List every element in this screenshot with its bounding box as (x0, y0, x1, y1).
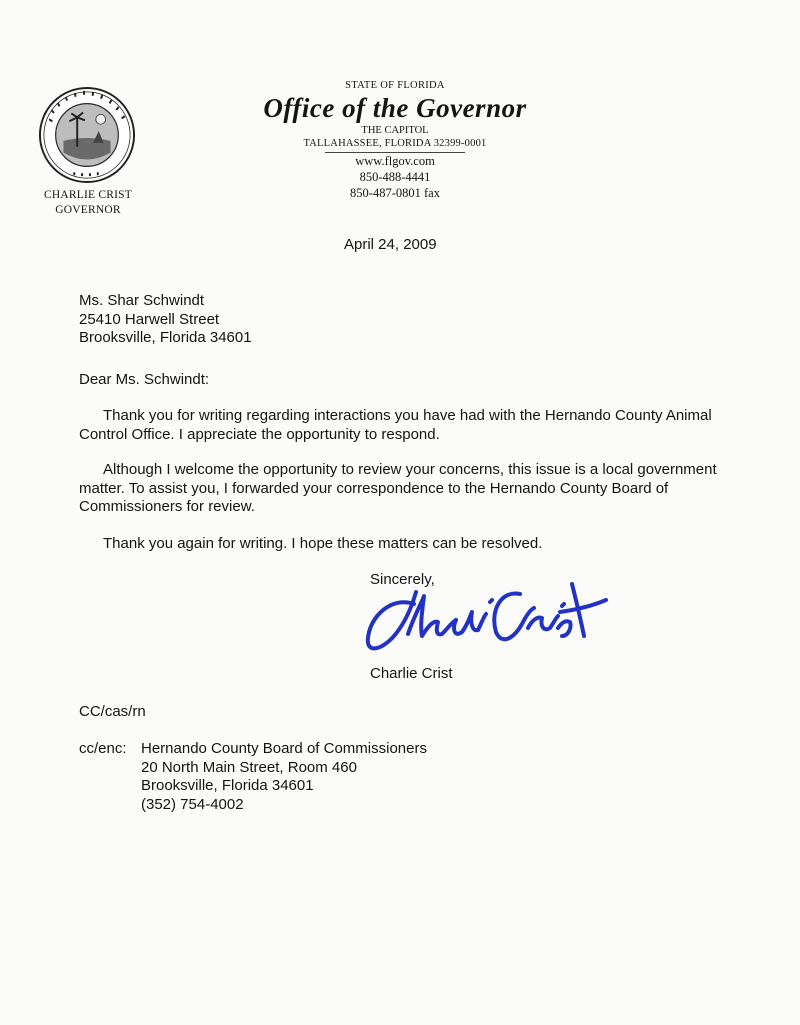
enclosure-phone: (352) 754-4002 (141, 795, 244, 813)
letterhead-website: www.flgov.com (355, 154, 435, 168)
paragraph-1: Thank you for writing regarding interactions you have had with the Hernando County Animal Control Office. I appreciate the opportunity to respond. (79, 407, 712, 443)
handwritten-signature (362, 576, 612, 666)
governor-title: GOVERNOR (55, 204, 121, 216)
letterhead-building: THE CAPITOL (361, 125, 429, 136)
letter-date: April 24, 2009 (344, 236, 437, 253)
salutation: Dear Ms. Schwindt: (79, 371, 210, 388)
letterhead-phone: 850-488-4441 (359, 170, 431, 184)
enclosure-org: Hernando County Board of Commissioners (141, 740, 427, 757)
state-seal-icon (38, 86, 136, 184)
enclosure-block (79, 740, 427, 814)
recipient-city: Brooksville, Florida 34601 (79, 329, 252, 346)
closing: Sincerely, (370, 571, 435, 588)
recipient-street: 25410 Harwell Street (79, 310, 220, 328)
governor-block (18, 188, 158, 218)
cc-line: CC/cas/rn (79, 703, 146, 720)
letterhead-state: STATE OF FLORIDA (345, 80, 445, 91)
recipient-address (79, 292, 252, 348)
paragraph-3: Thank you again for writing. I hope these matters can be resolved. (103, 535, 543, 552)
letterhead (250, 80, 540, 201)
enclosure-label: cc/enc: (79, 740, 127, 757)
letterhead-address: TALLAHASSEE, FLORIDA 32399-0001 (303, 138, 487, 149)
enclosure-street: 20 North Main Street, Room 460 (141, 758, 357, 776)
recipient-name: Ms. Shar Schwindt (79, 292, 205, 309)
letterhead-fax: 850-487-0801 fax (350, 186, 440, 200)
letterhead-office: Office of the Governor (263, 93, 527, 123)
paragraph-2: Although I welcome the opportunity to review your concerns, this issue is a local government matter. To assist you, I forwarded your correspondence to the Hernando County Board of Commissioners for review. (79, 461, 717, 515)
signer-name: Charlie Crist (370, 665, 453, 682)
enclosure-city: Brooksville, Florida 34601 (141, 777, 314, 794)
governor-name: CHARLIE CRIST (44, 189, 132, 201)
